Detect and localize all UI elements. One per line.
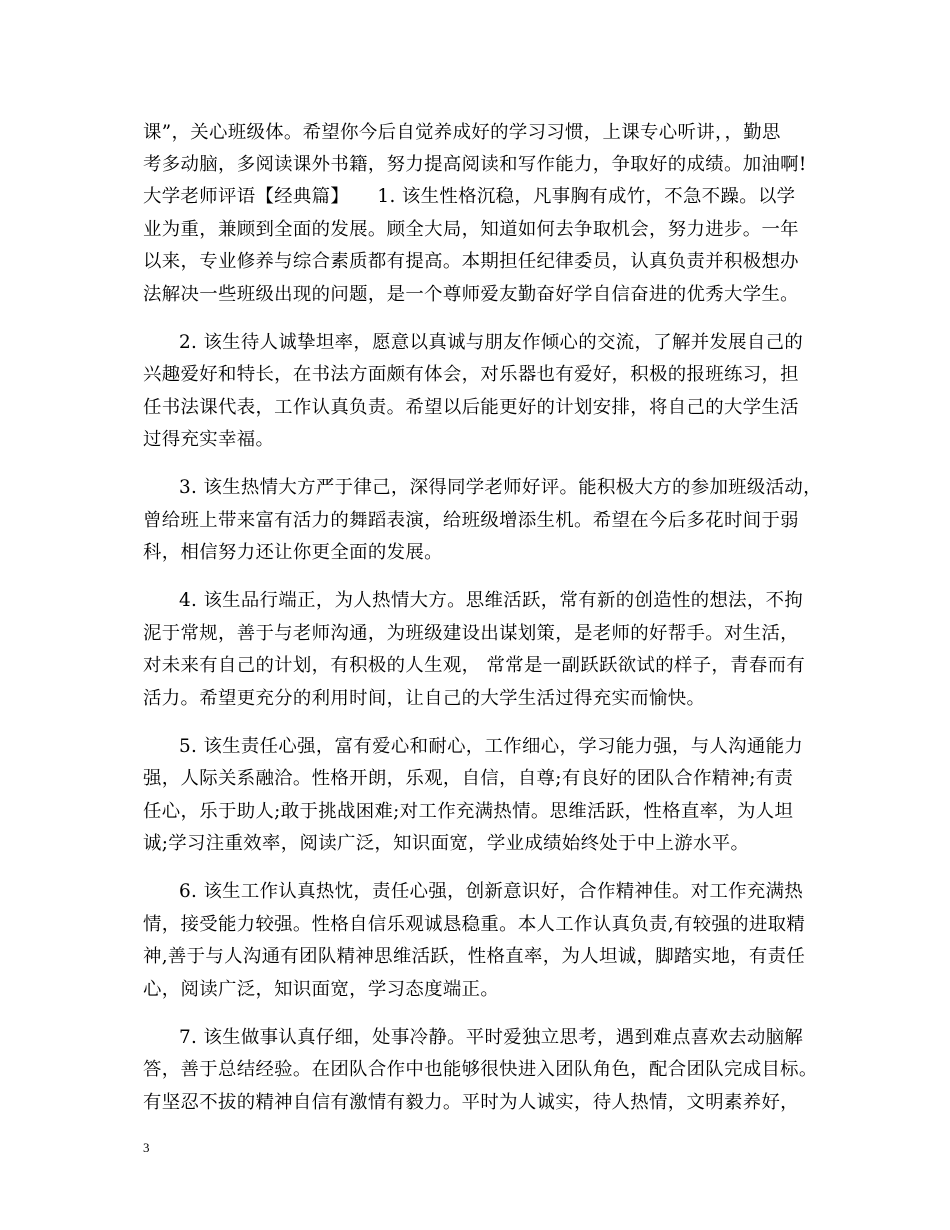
text-line: 泥于常规，善于与老师沟通，为班级建设出谋划策，是老师的好帮手。对生活， xyxy=(143,623,799,644)
text-line: 曾给班上带来富有活力的舞蹈表演，给班级增添生机。希望在今后多花时间于弱 xyxy=(143,510,799,531)
text-line: 答，善于总结经验。在团队合作中也能够很快进入团队角色，配合团队完成目标。 xyxy=(143,1059,818,1080)
text-line: 大学老师评语【经典篇】 1. 该生性格沉稳，凡事胸有成竹，不急不躁。以学 xyxy=(143,186,796,207)
text-line: 7. 该生做事认真仔细，处事冷静。平时爱独立思考，遇到难点喜欢去动脑解 xyxy=(179,1027,804,1048)
text-line: 业为重，兼顾到全面的发展。顾全大局，知道如何去争取机会，努力进步。一年 xyxy=(143,219,799,240)
text-line: 6. 该生工作认真热忱，责任心强，创新意识好，合作精神佳。对工作充满热 xyxy=(179,881,804,902)
text-line: 考多动脑，多阅读课外书籍，努力提高阅读和写作能力，争取好的成绩。加油啊! xyxy=(143,154,807,175)
text-line: 诚;学习注重效率，阅读广泛，知识面宽，学业成绩始终处于中上游水平。 xyxy=(143,833,750,854)
text-line: 任书法课代表，工作认真负责。希望以后能更好的计划安排，将自己的大学生活 xyxy=(143,397,799,418)
text-line: 科，相信努力还让你更全面的发展。 xyxy=(143,542,443,563)
text-line: 过得充实幸福。 xyxy=(143,429,275,450)
text-line: 强，人际关系融洽。性格开朗，乐观，自信，自尊;有良好的团队合作精神;有责 xyxy=(143,768,794,789)
text-line: 4. 该生品行端正，为人热情大方。思维活跃，常有新的创造性的想法，不拘 xyxy=(179,590,804,611)
text-line: 有坚忍不拔的精神自信有激情有毅力。平时为人诚实，待人热情，文明素养好， xyxy=(143,1092,799,1113)
text-line: 课”，关心班级体。希望你今后自觉养成好的学习习惯，上课专心听讲，，勤思 xyxy=(143,122,781,143)
text-line: 任心，乐于助人;敢于挑战困难;对工作充满热情。思维活跃，性格直率，为人坦 xyxy=(143,801,794,822)
text-line: 心，阅读广泛，知识面宽，学习态度端正。 xyxy=(143,979,500,1000)
text-line: 5. 该生责任心强，富有爱心和耐心，工作细心，学习能力强，与人沟通能力 xyxy=(179,736,804,757)
text-line: 法解决一些班级出现的问题，是一个尊师爱友勤奋好学自信奋进的优秀大学生。 xyxy=(143,284,799,305)
text-line: 活力。希望更充分的利用时间，让自己的大学生活过得充实而愉快。 xyxy=(143,688,706,709)
text-line: 2. 该生待人诚挚坦率，愿意以真诚与朋友作倾心的交流，了解并发展自己的 xyxy=(179,332,804,353)
page-number: 3 xyxy=(143,1140,150,1155)
text-line: 兴趣爱好和特长，在书法方面颇有体会，对乐器也有爱好，积极的报班练习，担 xyxy=(143,364,799,385)
text-line: 3. 该生热情大方严于律己，深得同学老师好评。能积极大方的参加班级活动， xyxy=(179,477,822,498)
text-line: 神,善于与人沟通有团队精神思维活跃，性格直率，为人坦诚，脚踏实地，有责任 xyxy=(143,946,806,967)
text-line: 对未来有自己的计划，有积极的人生观， 常常是一副跃跃欲试的样子，青春而有 xyxy=(143,655,806,676)
text-line: 情，接受能力较强。性格自信乐观诚恳稳重。本人工作认真负责,有较强的进取精 xyxy=(143,914,806,935)
text-line: 以来，专业修养与综合素质都有提高。本期担任纪律委员，认真负责并积极想办 xyxy=(143,251,799,272)
